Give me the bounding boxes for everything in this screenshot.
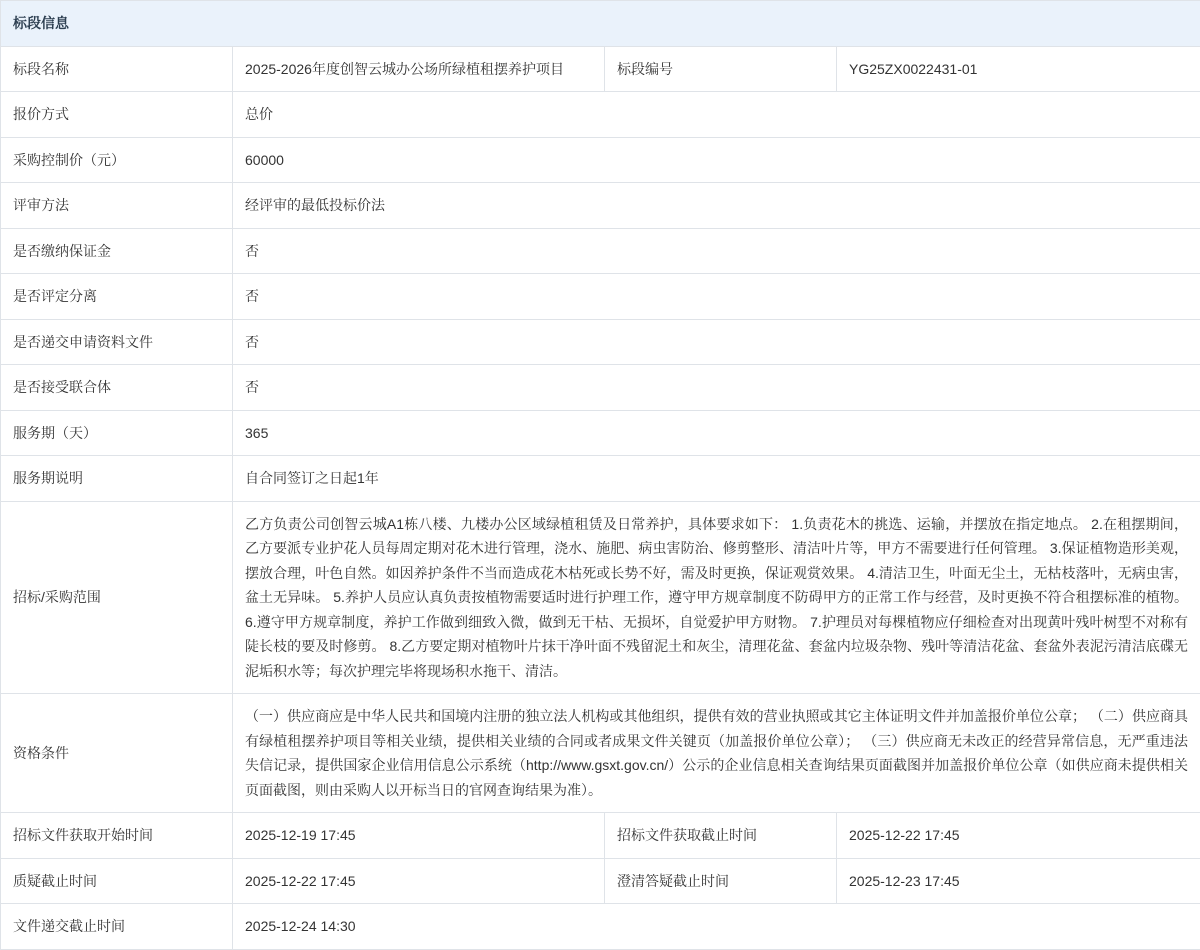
table-row — [1, 858, 1200, 904]
table-row — [1, 410, 1200, 456]
doc-end-label: 招标文件获取截止时间 — [605, 813, 837, 859]
bid-code-value: YG25ZX0022431-01 — [837, 46, 1200, 92]
consortium-value: 否 — [233, 365, 1200, 411]
doc-start-value: 2025-12-19 17:45 — [233, 813, 605, 859]
qualification-value: （一）供应商应是中华人民共和国境内注册的独立法人机构或其他组织，提供有效的营业执照或其它主体证明文件并加盖报价单位公章； （二）供应商具有绿植租摆养护项目等相关业绩，提供相关业绩的合同或者成果文件关键页（加盖报价单位公章）； （三）供应商无未改正的经营异常信息，无严重违法失信记录，提供国家企业信用信息公示系统（http://www.gsxt.gov.cn/）公示的企业信息相关查询结果页面截图并加盖报价单位公章（如供应商未提供相关页面截图，则由采购人以开标当日的官网查询结果为准）。 — [233, 694, 1200, 813]
submit-end-value: 2025-12-24 14:30 — [233, 904, 1200, 950]
submit-apply-label: 是否递交申请资料文件 — [1, 319, 233, 365]
section-header-row — [1, 1, 1200, 47]
clarify-end-label: 澄清答疑截止时间 — [605, 858, 837, 904]
table-row — [1, 319, 1200, 365]
table-row — [1, 365, 1200, 411]
deposit-value: 否 — [233, 228, 1200, 274]
question-end-label: 质疑截止时间 — [1, 858, 233, 904]
consortium-label: 是否接受联合体 — [1, 365, 233, 411]
table-row — [1, 137, 1200, 183]
control-price-label: 采购控制价（元） — [1, 137, 233, 183]
service-period-value: 365 — [233, 410, 1200, 456]
separate-value: 否 — [233, 274, 1200, 320]
scope-value: 乙方负责公司创智云城A1栋八楼、九楼办公区域绿植租赁及日常养护，具体要求如下： 1.负责花木的挑选、运输，并摆放在指定地点。 2.在租摆期间，乙方要派专业护花人员每周定期对花木进行管理，浇水、施肥、病虫害防治、修剪整形、清洁叶片等，甲方不需要进行任何管理。 3.保证植物造形美观，摆放合理，叶色自然。如因养护条件不当而造成花木枯死或长势不好，需及时更换，保证观赏效果。 4.清洁卫生，叶面无尘土，无枯枝落叶，无病虫害，盆土无异味。 5.养护人员应认真负责按植物需要适时进行护理工作，遵守甲方规章制度不防碍甲方的正常工作与经营，及时更换不符合租摆标准的植物。 6.遵守甲方规章制度，养护工作做到细致入微，做到无干枯、无损坏，自觉爱护甲方财物。 7.护理员对每棵植物应仔细检查对出现黄叶残叶树型不对称有陡长枝的要及时修剪。 8.乙方要定期对植物叶片抹干净叶面不残留泥土和灰尘，清理花盆、套盆内垃圾杂物、残叶等清洁花盆、套盆外表泥污清洁底碟无泥垢积水等；每次护理完毕将现场积水拖干、清洁。 — [233, 501, 1200, 694]
table-row — [1, 46, 1200, 92]
table-row — [1, 813, 1200, 859]
doc-end-value: 2025-12-22 17:45 — [837, 813, 1200, 859]
submit-end-label: 文件递交截止时间 — [1, 904, 233, 950]
clarify-end-value: 2025-12-23 17:45 — [837, 858, 1200, 904]
quote-method-value: 总价 — [233, 92, 1200, 138]
review-method-label: 评审方法 — [1, 183, 233, 229]
submit-apply-value: 否 — [233, 319, 1200, 365]
table-row — [1, 274, 1200, 320]
bid-name-label: 标段名称 — [1, 46, 233, 92]
quote-method-label: 报价方式 — [1, 92, 233, 138]
table-row — [1, 904, 1200, 950]
bid-name-value: 2025-2026年度创智云城办公场所绿植租摆养护项目 — [233, 46, 605, 92]
scope-label: 招标/采购范围 — [1, 501, 233, 694]
service-desc-label: 服务期说明 — [1, 456, 233, 502]
bid-code-label: 标段编号 — [605, 46, 837, 92]
control-price-value: 60000 — [233, 137, 1200, 183]
deposit-label: 是否缴纳保证金 — [1, 228, 233, 274]
table-row — [1, 694, 1200, 813]
table-row — [1, 92, 1200, 138]
service-period-label: 服务期（天） — [1, 410, 233, 456]
section-title: 标段信息 — [1, 1, 1200, 47]
doc-start-label: 招标文件获取开始时间 — [1, 813, 233, 859]
question-end-value: 2025-12-22 17:45 — [233, 858, 605, 904]
qualification-label: 资格条件 — [1, 694, 233, 813]
table-row — [1, 183, 1200, 229]
service-desc-value: 自合同签订之日起1年 — [233, 456, 1200, 502]
table-row — [1, 228, 1200, 274]
table-row — [1, 456, 1200, 502]
table-row — [1, 501, 1200, 694]
separate-label: 是否评定分离 — [1, 274, 233, 320]
review-method-value: 经评审的最低投标价法 — [233, 183, 1200, 229]
